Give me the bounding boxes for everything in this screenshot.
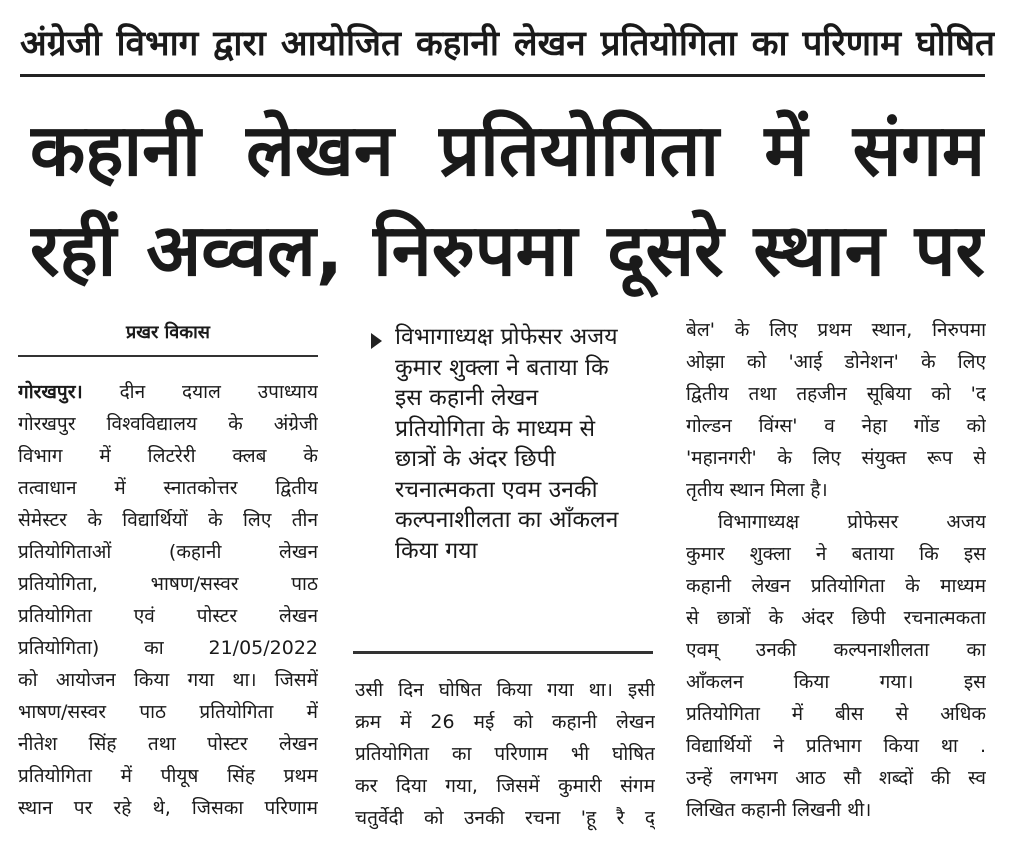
article-line: प्रतियोगिता के माध्यम से [395, 415, 596, 442]
column-2 [355, 674, 655, 834]
article-line: प्रतियोगिता में बीस से अधिक [686, 703, 986, 725]
article-text: दीन दयाल उपाध्याय [119, 381, 318, 403]
article-line: को आयोजन किया गया था। जिसमें [18, 669, 318, 691]
article-line: कहानी लेखन प्रतियोगिता के माध्यम [686, 575, 986, 597]
article-line: विद्यार्थियों ने प्रतिभाग किया था . [686, 735, 986, 757]
pull-quote [395, 322, 650, 566]
article-line: किया गया [395, 537, 478, 564]
article-line: 'महानगरी' के लिए संयुक्त रूप से [686, 447, 986, 469]
article-line: छात्रों के अंदर छिपी [395, 446, 556, 472]
article-line: कुमार शुक्ला ने बताया कि [395, 354, 609, 381]
article-line: विभागाध्यक्ष प्रोफेसर अजय [718, 511, 986, 533]
pull-quote-divider [353, 651, 653, 654]
article-line: गोरखपुर विश्वविद्यालय के अंग्रेजी [18, 413, 318, 435]
article-line: प्रतियोगिता में पीयूष सिंह प्रथम [18, 765, 318, 787]
article-line: तत्वाधान में स्नातकोत्तर द्वितीय [18, 477, 318, 499]
article-line: प्रतियोगिता, भाषण/सस्वर पाठ [18, 573, 318, 595]
byline-divider [18, 355, 318, 357]
article-line: क्रम में 26 मई को कहानी लेखन [355, 711, 655, 733]
article-line: विभाग में लिटरेरी क्लब के [18, 445, 318, 467]
bullet-triangle-icon [371, 333, 382, 349]
byline: प्रखर विकास [126, 322, 210, 343]
article-line: द्वितीय तथा तहजीन सूबिया को 'द [686, 383, 986, 405]
article-line: नीतेश सिंह तथा पोस्टर लेखन [18, 733, 318, 755]
article-line: भाषण/सस्वर पाठ प्रतियोगिता में [18, 701, 318, 723]
article-line: कुमार शुक्ला ने बताया कि इस [686, 543, 986, 565]
article-line: कर दिया गया, जिसमें कुमारी संगम [355, 775, 655, 797]
article-line: तृतीय स्थान मिला है। [686, 479, 828, 501]
article-line: से छात्रों के अंदर छिपी रचनात्मकता [686, 607, 986, 629]
article-line: एवम् उनकी कल्पनाशीलता का [686, 639, 986, 661]
article-line: स्थान पर रहे थे, जिसका परिणाम [18, 797, 318, 819]
article-line: लिखित कहानी लिखनी थी। [686, 799, 872, 821]
article-line: कल्पनाशीलता का आँकलन [395, 507, 619, 533]
column-1 [18, 376, 318, 824]
article-line: उसी दिन घोषित किया गया था। इसी [355, 679, 655, 701]
article-line: प्रतियोगिता का परिणाम भी घोषित [355, 743, 655, 765]
article-line: बेल' के लिए प्रथम स्थान, निरुपमा [686, 319, 986, 341]
kicker-divider [20, 74, 985, 77]
article-line: उन्हें लगभग आठ सौ शब्दों की स्व [686, 767, 986, 789]
article-line: चतुर्वेदी को उनकी रचना 'हू रै द् [355, 807, 655, 829]
kicker-headline: अंग्रेजी विभाग द्वारा आयोजित कहानी लेखन प्रतियोगिता का परिणाम घोषित [20, 24, 995, 64]
article-line: रचनात्मकता एवम उनकी [395, 476, 598, 503]
article-line: सेमेस्टर के विद्यार्थियों के लिए तीन [18, 509, 318, 531]
article-line: ओझा को 'आई डोनेशन' के लिए [686, 351, 986, 373]
article-line: आँकलन किया गया। इस [686, 671, 986, 693]
column-3 [686, 314, 986, 826]
article-line: इस कहानी लेखन [395, 385, 539, 411]
article-line: प्रतियोगिता एवं पोस्टर लेखन [18, 605, 318, 627]
headline-line-1: कहानी लेखन प्रतियोगिता में संगम [30, 108, 985, 192]
article-line [18, 376, 318, 408]
article-line: विभागाध्यक्ष प्रोफेसर अजय [395, 324, 618, 350]
headline-line-2: रहीं अव्वल, निरुपमा दूसरे स्थान पर [30, 208, 985, 292]
article-line: प्रतियोगिता) का 21/05/2022 [18, 637, 318, 659]
article-line: गोल्डन विंग्स' व नेहा गोंड को [686, 415, 986, 437]
article-line: प्रतियोगिताओं (कहानी लेखन [18, 541, 318, 563]
dateline: गोरखपुर। [18, 381, 83, 403]
